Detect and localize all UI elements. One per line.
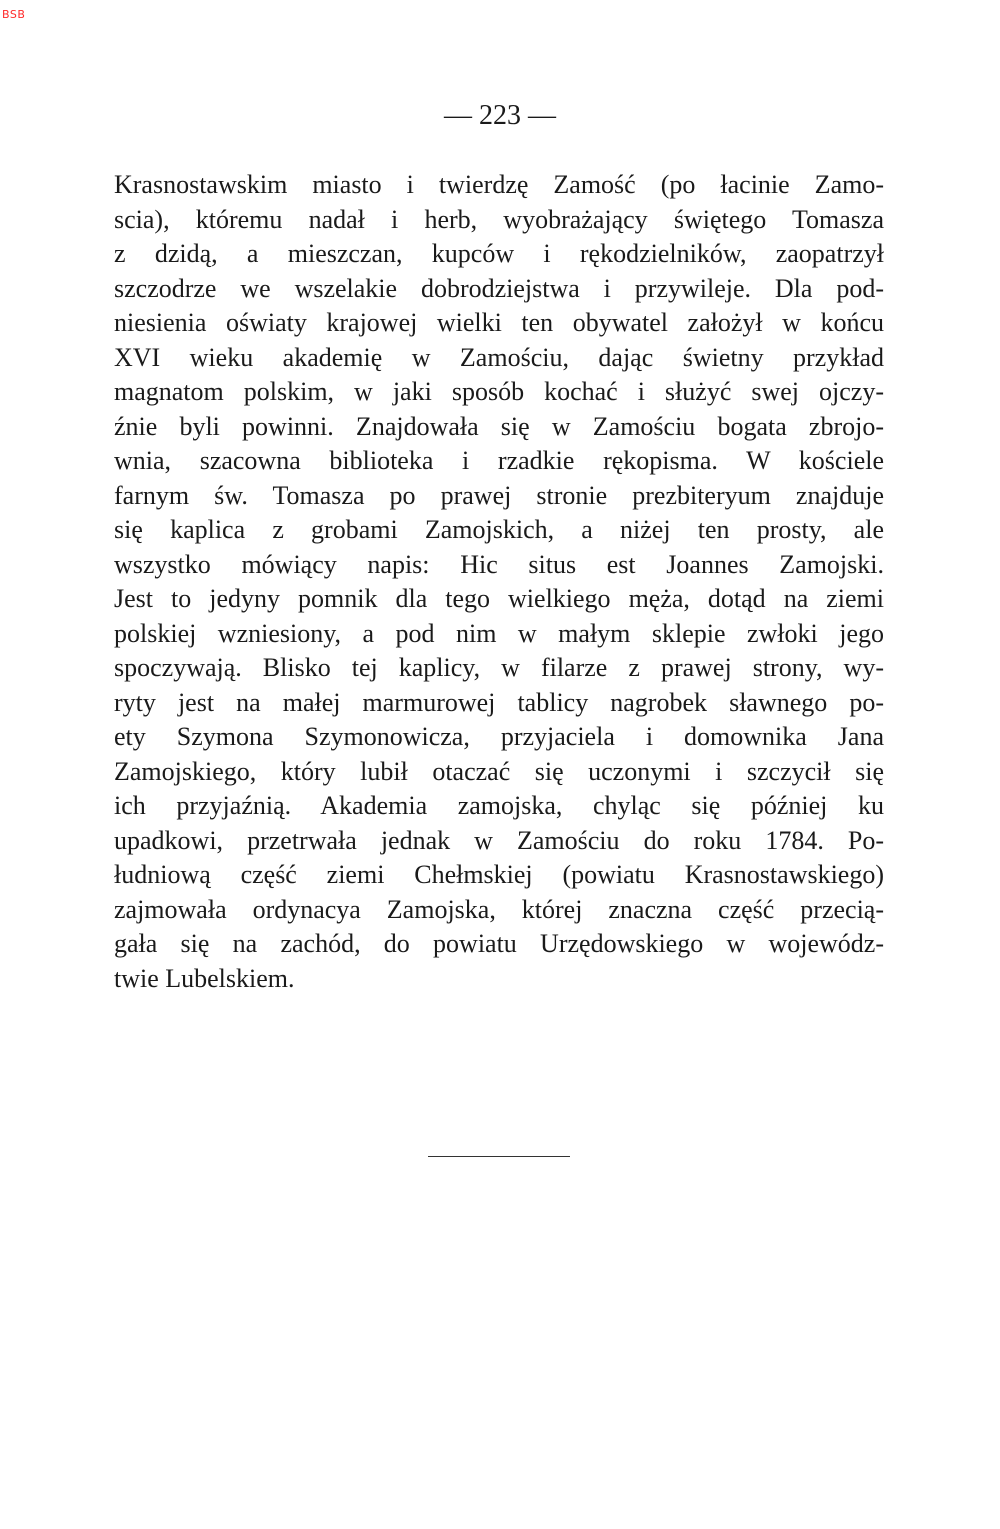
text-line: ich przyjaźnią. Akademia zamojska, chyląc się później ku bbox=[114, 791, 884, 820]
text-line: szczodrze we wszelakie dobrodziejstwa i przywileje. Dla pod- bbox=[114, 273, 884, 303]
section-divider bbox=[428, 1156, 570, 1157]
text-line: upadkowi, przetrwała jednak w Zamościu do roku 1784. Po- bbox=[114, 825, 884, 855]
text-line: gała się na zachód, do powiatu Urzędowskiego w wojewódz- bbox=[114, 929, 884, 958]
text-line: Jest to jedyny pomnik dla tego wielkiego męża, dotąd na ziemi bbox=[114, 584, 884, 613]
text-line: magnatom polskim, w jaki sposób kochać i służyć swej ojczy- bbox=[114, 377, 884, 406]
text-line: Krasnostawskim miasto i twierdzę Zamość (po łacinie Zamo- bbox=[114, 170, 884, 199]
body-text bbox=[114, 168, 884, 996]
text-line: spoczywają. Blisko tej kaplicy, w filarze z prawej strony, wy- bbox=[114, 653, 884, 682]
text-line: polskiej wzniesiony, a pod nim w małym sklepie zwłoki jego bbox=[114, 618, 884, 648]
text-line: farnym św. Tomasza po prawej stronie prezbiteryum znajduje bbox=[114, 480, 884, 510]
text-line: Zamojskiego, który lubił otaczać się uczonymi i szczycił się bbox=[114, 756, 884, 786]
text-line: zajmowała ordynacya Zamojska, której znaczna część przecią- bbox=[114, 894, 884, 924]
text-line: XVI wieku akademię w Zamościu, dając świetny przykład bbox=[114, 342, 884, 372]
text-line-last: twie Lubelskiem. bbox=[114, 963, 295, 993]
text-line: źnie byli powinni. Znajdowała się w Zamościu bogata zbrojo- bbox=[114, 411, 884, 441]
text-line: wszystko mówiący napis: Hic situs est Joannes Zamojski. bbox=[114, 549, 884, 579]
text-line: ety Szymona Szymonowicza, przyjaciela i domownika Jana bbox=[114, 722, 884, 751]
text-line: wnia, szacowna biblioteka i rzadkie rękopisma. W kościele bbox=[114, 446, 884, 475]
text-line: niesienia oświaty krajowej wielki ten obywatel założył w końcu bbox=[114, 308, 884, 337]
page-number: — 223 — bbox=[444, 100, 556, 131]
text-line: się kaplica z grobami Zamojskich, a niżej ten prosty, ale bbox=[114, 515, 884, 544]
text-line: ryty jest na małej marmurowej tablicy nagrobek sławnego po- bbox=[114, 687, 884, 717]
text-line: z dzidą, a mieszczan, kupców i rękodzielników, zaopatrzył bbox=[114, 239, 884, 268]
library-stamp: BSB bbox=[2, 8, 26, 21]
text-line: łudniową część ziemi Chełmskiej (powiatu Krasnostawskiego) bbox=[114, 860, 884, 889]
text-line: scia), któremu nadał i herb, wyobrażający świętego Tomasza bbox=[114, 204, 884, 234]
